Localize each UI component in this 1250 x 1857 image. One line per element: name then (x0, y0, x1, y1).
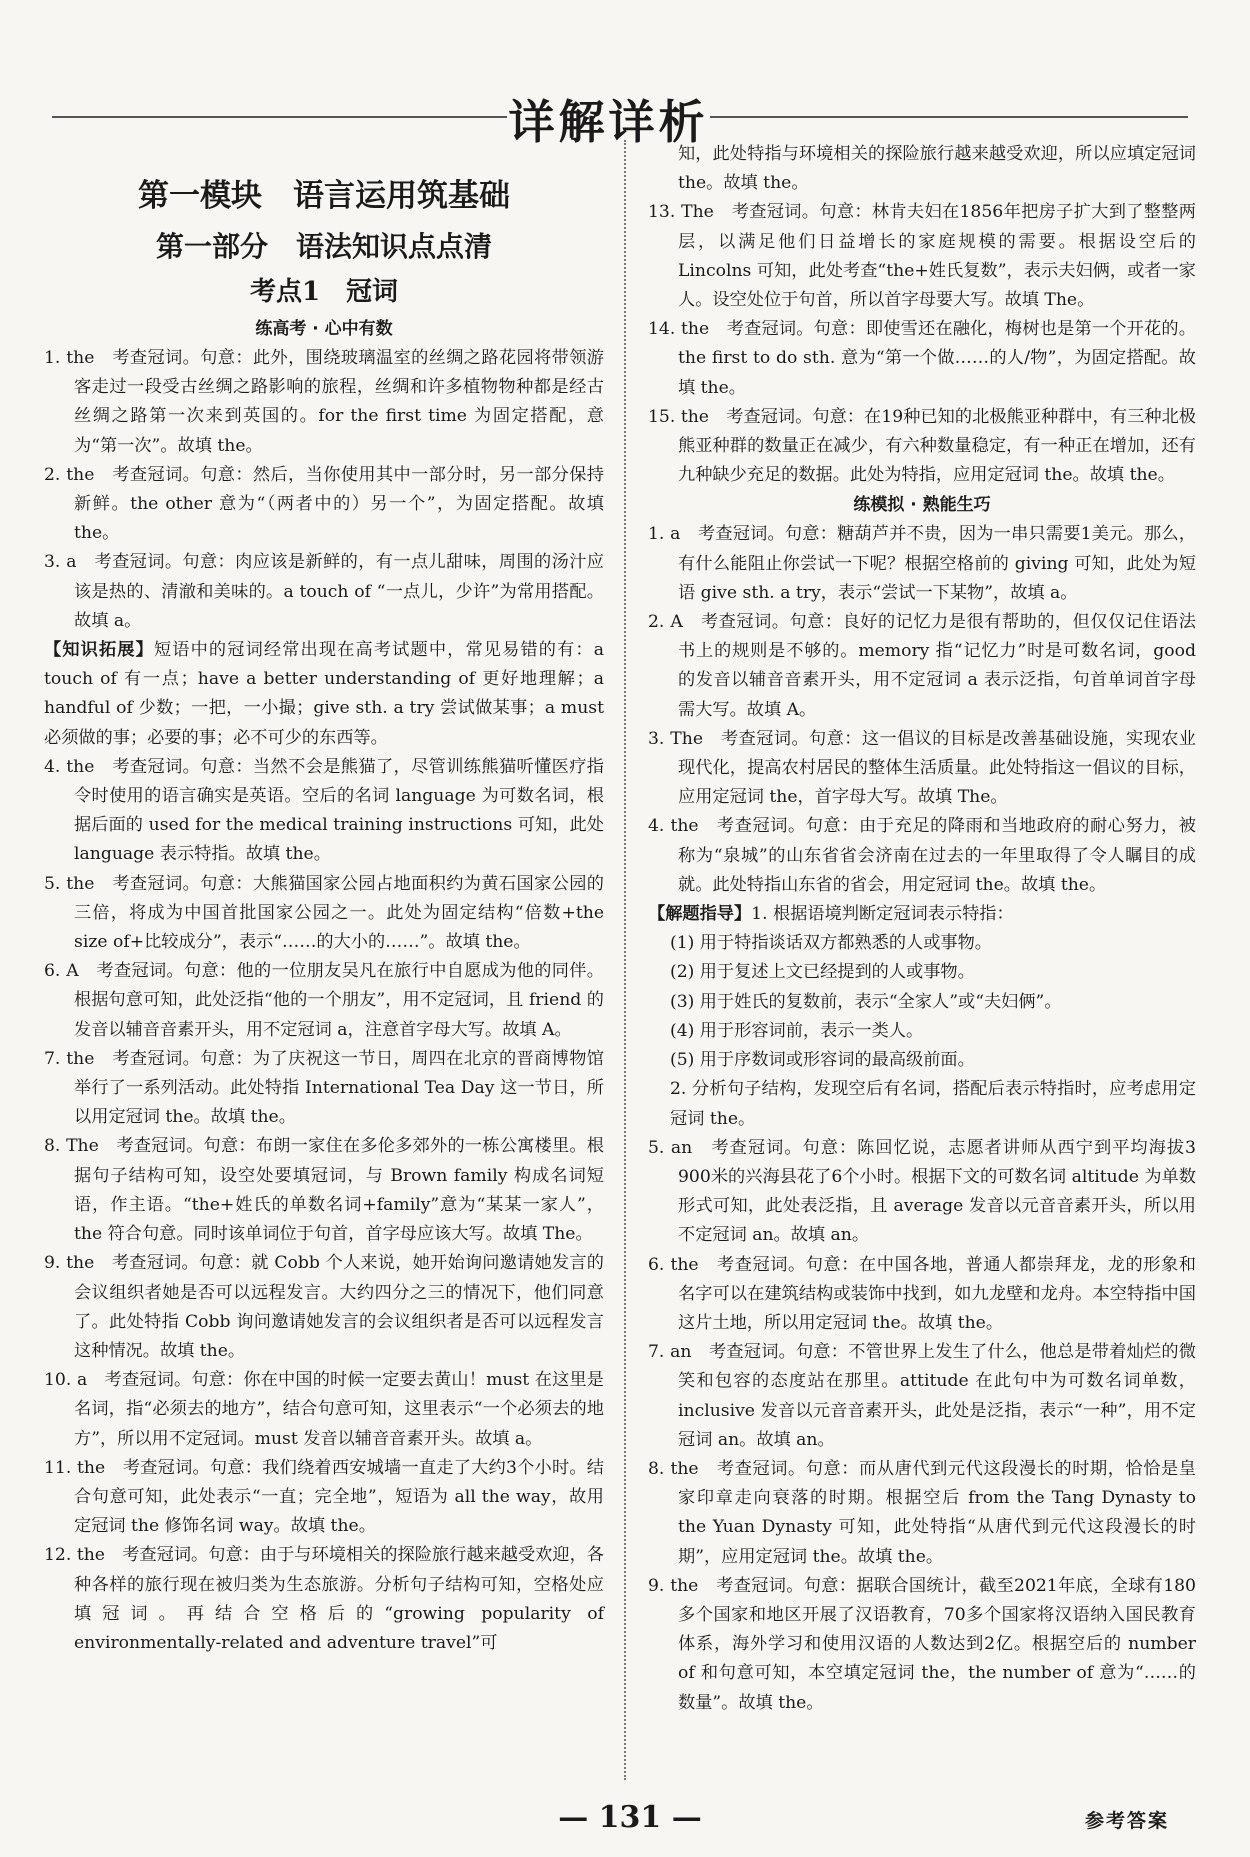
solving-guide-point2: 2. 分析句子结构，发现空后有名词，搭配后表示特指时，应考虑用定冠词 the。 (670, 1079, 1196, 1129)
solving-guide-intro: 1. 根据语境判断定冠词表示特指： (751, 904, 1014, 925)
guide-list-item: (3) 用于姓氏的复数前，表示“全家人”或“夫妇俩”。 (670, 991, 1062, 1012)
answer-item: 7. the 考查冠词。句意：为了庆祝这一节日，周四在北京的晋商博物馆举行了一系列活动。此处特指 International Tea Day 这一节日，所以用定冠词 the。故填 the。 (44, 1048, 604, 1128)
answer-item: 4. the 考查冠词。句意：当然不会是熊猫了，尽管训练熊猫听懂医疗指令时使用的语言确实是英语。空后的名词 language 为可数名词，根据后面的 used for the medical training instructions 可知，此处 language 表示特指。故填 the。 (44, 756, 604, 865)
answer-item: 4. the 考查冠词。句意：由于充足的降雨和当地政府的耐心努力，被称为“泉城”的山东省省会济南在过去的一年里取得了令人瞩目的成就。此处特指山东省的省会，用定冠词 the。故填 the。 (648, 816, 1196, 895)
page-number: — 131 — (558, 1800, 702, 1835)
answer-item: 8. The 考查冠词。句意：布朗一家住在多伦多郊外的一栋公寓楼里。根据句子结构可知，设空处要填冠词，与 Brown family 构成名词短语，作主语。“the+姓氏的单数名词+family”意为“某某一家人”，the 符合句意。同时该单词位于句首，首字母应该大写。故填 The。 (44, 1136, 604, 1245)
right-column (648, 140, 1196, 1718)
solving-guide-list (648, 929, 1196, 1075)
solving-guide (648, 900, 1196, 929)
answer-item: 13. The 考查冠词。句意：林肯夫妇在1856年把房子扩大到了整整两层，以满足他们日益增长的家庭规模的需要。根据设空后的 Lincolns 可知，此处考查“the+姓氏复数”，表示夫妇俩，或者一家人。设空处位于句首，所以首字母要大写。故填 The。 (648, 202, 1196, 311)
answer-item: 8. the 考查冠词。句意：而从唐代到元代这段漫长的时期，恰恰是皇家印章走向衰落的时期。根据空后 from the Tang Dynasty to the Yuan Dynasty 可知，此处特指“从唐代到元代这段漫长的时期”，应用定冠词 the。故填 the。 (648, 1458, 1196, 1567)
column-divider (624, 140, 626, 1780)
point-title: 考点1 冠词 (249, 277, 399, 307)
answer-item: 2. the 考查冠词。句意：然后，当你使用其中一部分时，另一部分保持新鲜。the other 意为“（两者中的）另一个”，为固定搭配。故填 the。 (44, 464, 604, 544)
guide-list-item: (4) 用于形容词前，表示一类人。 (670, 1020, 924, 1041)
knowledge-extension-tag: 【知识拓展】 (44, 640, 154, 661)
answer-item: 9. the 考查冠词。句意：据联合国统计，截至2021年底，全球有180多个国家和地区开展了汉语教育，70多个国家将汉语纳入国民教育体系，海外学习和使用汉语的人数达到2亿。根据空后的 number of 和句意可知，本空填定冠词 the，the number of 意为“……的数量”。故填 the。 (648, 1575, 1196, 1713)
knowledge-extension (44, 636, 604, 753)
answer-item: 6. the 考查冠词。句意：在中国各地，普通人都崇拜龙，龙的形象和名字可以在建筑结构或装饰中找到，如九龙壁和龙舟。本空特指中国这片土地，所以用定冠词 the。故填 the。 (648, 1254, 1196, 1333)
answer-item-continued: 知，此处特指与环境相关的探险旅行越来越受欢迎，所以应填定冠词 the。故填 the。 (678, 144, 1196, 194)
answer-item: 12. the 考查冠词。句意：由于与环境相关的探险旅行越来越受欢迎，各种各样的旅行现在被归类为生态旅游。分析句子结构可知，空格处应填冠词。再结合空格后的“growing popularity of environmentally-related and adventure travel”可 (44, 1545, 604, 1653)
header-rule-left (52, 116, 507, 118)
section-heading-moni: 练模拟 · 熟能生巧 (853, 495, 991, 516)
answer-item: 10. a 考查冠词。句意：你在中国的时候一定要去黄山！must 在这里是名词，指“必须去的地方”，结合句意可知，这里表示“一个必须去的地方”，所以用不定冠词。must 发音以辅音音素开头。故填 a。 (44, 1370, 604, 1449)
part-title: 第一部分 语法知识点点清 (155, 230, 492, 263)
section-heading-gaokao: 练高考 · 心中有数 (255, 319, 393, 339)
answer-item: 2. A 考查冠词。句意：良好的记忆力是很有帮助的，但仅仅记住语法书上的规则是不够的。memory 指“记忆力”时是可数名词，good 的发音以辅音音素开头，用不定冠词 a 表示泛指，句首单词首字母需大写。故填 A。 (648, 612, 1196, 720)
solving-guide-tag: 【解题指导】 (648, 904, 752, 925)
footer-label: 参考答案 (1085, 1810, 1170, 1832)
answer-item: 1. a 考查冠词。句意：糖葫芦并不贵，因为一串只需要1美元。那么，有什么能阻止你尝试一下呢？根据空格前的 giving 可知，此处为短语 give sth. a try，表示“尝试一下某物”，故填 a。 (648, 524, 1196, 603)
answer-item: 14. the 考查冠词。句意：即使雪还在融化，梅树也是第一个开花的。the first to do sth. 意为“第一个做……的人/物”，为固定搭配。故填 the。 (648, 319, 1196, 398)
header-title: 详解详析 (508, 95, 709, 149)
header-rule-right (710, 116, 1188, 118)
guide-list-item: (1) 用于特指谈话双方都熟悉的人或事物。 (670, 933, 992, 954)
answer-item: 9. the 考查冠词。句意：就 Cobb 个人来说，她开始询问邀请她发言的会议组织者她是否可以远程发言。大约四分之三的情况下，他们同意了。此处特指 Cobb 询问邀请她发言的会议组织者是否可以远程发言这种情况。故填 the。 (44, 1253, 604, 1361)
answer-item: 6. A 考查冠词。句意：他的一位朋友吴凡在旅行中自愿成为他的同伴。根据句意可知，此处泛指“他的一个朋友”，用不定冠词，且 friend 的发音以辅音音素开头，用不定冠词 a，注意首字母大写。故填 A。 (44, 961, 604, 1040)
left-column (44, 140, 604, 1658)
answer-item: 3. The 考查冠词。句意：这一倡议的目标是改善基础设施，实现农业现代化，提高农村居民的整体生活质量。此处特指这一倡议的目标，应用定冠词 the，首字母大写。故填 The。 (648, 728, 1196, 808)
answer-item: 5. the 考查冠词。句意：大熊猫国家公园占地面积约为黄石国家公园的三倍，将成为中国首批国家公园之一。此处为固定结构“倍数+the size of+比较成分”，表示“……的大小的……”。故填 the。 (44, 873, 604, 953)
answer-item: 3. a 考查冠词。句意：肉应该是新鲜的，有一点儿甜味，周围的汤汁应该是热的、清澈和美味的。a touch of “一点儿，少许”为常用搭配。故填 a。 (44, 552, 604, 631)
guide-list-item: (5) 用于序数词或形容词的最高级前面。 (670, 1050, 975, 1071)
knowledge-extension-text: 短语中的冠词经常出现在高考试题中，常见易错的有：a touch of 有一点；have a better understanding of 更好地理解；a handful of 少数；一把，一小撮；give sth. a try 尝试做某事；a must 必须做的事；必要的事；必不可少的东西等。 (44, 640, 604, 748)
answer-item: 5. an 考查冠词。句意：陈回忆说，志愿者讲师从西宁到平均海拔3 900米的兴海县花了6个小时。根据下文的可数名词 altitude 为单数形式可知，此处表泛指，且 average 发音以元音音素开头，所以用不定冠词 an。故填 an。 (648, 1137, 1196, 1246)
answer-item: 7. an 考查冠词。句意：不管世界上发生了什么，他总是带着灿烂的微笑和包容的态度站在那里。attitude 在此句中为可数名词单数，inclusive 发音以元音音素开头，此处是泛指，表示“一种”，用不定冠词 an。故填 an。 (648, 1342, 1196, 1450)
answer-item: 15. the 考查冠词。句意：在19种已知的北极熊亚种群中，有三种北极熊亚种群的数量正在减少，有六种数量稳定，有一种正在增加，还有九种缺少充足的数据。此处为特指，应用定冠词 the。故填 the。 (648, 406, 1196, 486)
module-title: 第一模块 语言运用筑基础 (138, 178, 510, 214)
guide-list-item: (2) 用于复述上文已经提到的人或事物。 (670, 962, 975, 983)
answer-item: 11. the 考查冠词。句意：我们绕着西安城墙一直走了大约3个小时。结合句意可知，此处表示“一直；完全地”，短语为 all the way，故用定冠词 the 修饰名词 way。故填 the。 (44, 1457, 604, 1537)
answer-item: 1. the 考查冠词。句意：此外，围绕玻璃温室的丝绸之路花园将带领游客走过一段受古丝绸之路影响的旅程，丝绸和许多植物物种都是经古丝绸之路第一次来到英国的。for the first time 为固定搭配，意为“第一次”。故填 the。 (44, 348, 604, 456)
